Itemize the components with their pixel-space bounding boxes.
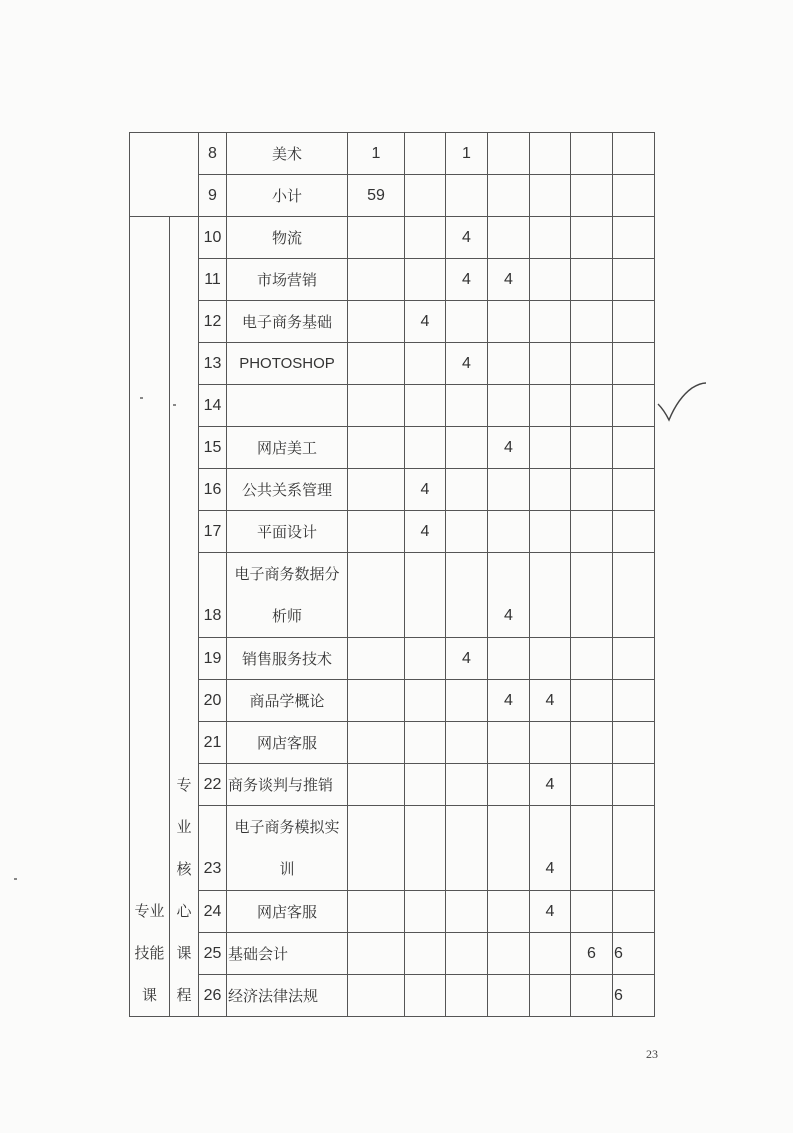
course-name: 电子商务基础 <box>227 301 348 343</box>
course-name: 销售服务技术 <box>227 638 348 680</box>
table-row <box>130 301 655 343</box>
hours-cell <box>571 259 613 301</box>
hours-cell <box>405 891 446 933</box>
course-name: 平面设计 <box>227 511 348 553</box>
hours-cell: 4 <box>446 343 488 385</box>
hours-cell <box>488 385 530 427</box>
table-row <box>130 343 655 385</box>
table-row <box>130 217 655 259</box>
row-number: 24 <box>199 891 227 933</box>
group-b-char: 专 <box>176 776 192 794</box>
hours-cell <box>571 638 613 680</box>
course-name: 商品学概论 <box>227 680 348 722</box>
hours-cell <box>571 385 613 427</box>
hours-cell: 1 <box>348 133 405 175</box>
hours-cell <box>613 764 655 806</box>
hours-cell <box>405 933 446 975</box>
course-name: PHOTOSHOP <box>227 343 348 385</box>
course-name-line: 训 <box>279 860 295 878</box>
hours-cell <box>613 638 655 680</box>
hours-cell <box>488 764 530 806</box>
course-name: 经济法律法规 <box>227 975 348 1017</box>
row-number: 22 <box>199 764 227 806</box>
hours-cell <box>571 469 613 511</box>
hours-cell <box>530 133 571 175</box>
hours-cell <box>405 975 446 1017</box>
hours-cell <box>488 133 530 175</box>
table-row <box>130 933 655 975</box>
hours-cell <box>488 933 530 975</box>
hours-cell <box>348 301 405 343</box>
table-row <box>130 427 655 469</box>
hours-cell: 6 <box>613 933 655 975</box>
scan-speck <box>14 878 17 880</box>
hours-cell: 4 <box>530 680 571 722</box>
course-name: 网店美工 <box>227 427 348 469</box>
hours-cell <box>405 722 446 764</box>
course-name <box>227 553 348 638</box>
table-row <box>130 638 655 680</box>
hours-cell <box>488 806 530 891</box>
hours-cell: 4 <box>405 469 446 511</box>
hours-cell <box>530 638 571 680</box>
course-name: 商务谈判与推销 <box>227 764 348 806</box>
course-schedule-table <box>129 132 655 1017</box>
row-number: 13 <box>199 343 227 385</box>
hours-cell <box>405 259 446 301</box>
row-number: 15 <box>199 427 227 469</box>
group-b-label <box>170 217 199 1017</box>
hours-cell <box>405 553 446 638</box>
table-row <box>130 764 655 806</box>
hours-cell <box>405 638 446 680</box>
hours-cell: 4 <box>446 217 488 259</box>
hours-cell <box>446 975 488 1017</box>
hours-cell <box>530 259 571 301</box>
hours-cell <box>405 806 446 891</box>
page-number: 23 <box>646 1047 658 1061</box>
hours-cell <box>446 301 488 343</box>
hours-cell <box>348 806 405 891</box>
table-row <box>130 385 655 427</box>
course-name: 公共关系管理 <box>227 469 348 511</box>
hours-cell <box>530 385 571 427</box>
hours-cell <box>613 427 655 469</box>
course-name-line: 电子商务模拟实 <box>234 818 340 836</box>
course-name-line: 析师 <box>271 607 302 625</box>
hours-cell <box>488 175 530 217</box>
course-name: 网店客服 <box>227 722 348 764</box>
hours-cell: 4 <box>446 259 488 301</box>
hours-cell <box>446 511 488 553</box>
table-row <box>130 553 655 638</box>
row-number: 23 <box>199 806 227 891</box>
group-b-char: 业 <box>176 818 192 836</box>
hours-cell <box>613 259 655 301</box>
hours-cell <box>348 722 405 764</box>
empty-group-cell <box>130 133 199 217</box>
hours-cell <box>613 133 655 175</box>
hours-cell: 4 <box>530 891 571 933</box>
hours-cell <box>613 385 655 427</box>
hours-cell <box>571 301 613 343</box>
table-row <box>130 469 655 511</box>
hours-cell <box>348 680 405 722</box>
hours-cell <box>488 343 530 385</box>
hours-cell <box>613 553 655 638</box>
hours-cell <box>405 385 446 427</box>
hours-cell <box>613 680 655 722</box>
row-number: 16 <box>199 469 227 511</box>
hours-cell <box>405 764 446 806</box>
group-a-line: 技能 <box>134 944 165 962</box>
row-number: 17 <box>199 511 227 553</box>
hours-cell <box>446 764 488 806</box>
hours-cell <box>571 175 613 217</box>
hours-cell <box>530 975 571 1017</box>
hours-cell <box>530 175 571 217</box>
hours-cell <box>446 385 488 427</box>
course-name: 市场营销 <box>227 259 348 301</box>
hours-cell <box>530 343 571 385</box>
hours-cell <box>613 722 655 764</box>
hours-cell <box>530 469 571 511</box>
hours-cell <box>613 891 655 933</box>
hours-cell <box>571 133 613 175</box>
group-a-label <box>130 217 170 1017</box>
hours-cell <box>571 343 613 385</box>
hours-cell <box>446 933 488 975</box>
hours-cell: 4 <box>488 680 530 722</box>
scan-speck <box>140 397 143 399</box>
hours-cell <box>571 217 613 259</box>
hours-cell: 4 <box>530 806 571 891</box>
hours-cell <box>530 933 571 975</box>
hours-cell <box>571 553 613 638</box>
table-row <box>130 806 655 891</box>
table-row <box>130 259 655 301</box>
row-number: 9 <box>199 175 227 217</box>
hours-cell <box>613 511 655 553</box>
hours-cell <box>488 301 530 343</box>
table-row <box>130 133 655 175</box>
hours-cell <box>446 891 488 933</box>
hours-cell <box>405 343 446 385</box>
course-name: 物流 <box>227 217 348 259</box>
hours-cell: 59 <box>348 175 405 217</box>
row-number: 21 <box>199 722 227 764</box>
hours-cell <box>530 553 571 638</box>
hours-cell <box>348 217 405 259</box>
hours-cell: 4 <box>405 511 446 553</box>
table-row <box>130 722 655 764</box>
hours-cell: 4 <box>488 553 530 638</box>
row-number: 14 <box>199 385 227 427</box>
hours-cell <box>530 511 571 553</box>
row-number: 20 <box>199 680 227 722</box>
hours-cell <box>348 638 405 680</box>
hours-cell <box>488 891 530 933</box>
course-name: 基础会计 <box>227 933 348 975</box>
hours-cell <box>488 469 530 511</box>
hours-cell <box>405 217 446 259</box>
hours-cell <box>613 343 655 385</box>
hours-cell <box>530 217 571 259</box>
hours-cell <box>446 722 488 764</box>
check-mark-icon <box>656 380 708 424</box>
hours-cell <box>530 722 571 764</box>
row-number: 19 <box>199 638 227 680</box>
hours-cell <box>405 680 446 722</box>
hours-cell <box>571 427 613 469</box>
hours-cell <box>446 806 488 891</box>
hours-cell <box>571 891 613 933</box>
group-b-char: 核 <box>176 860 192 878</box>
hours-cell <box>405 133 446 175</box>
hours-cell <box>571 680 613 722</box>
table-row <box>130 175 655 217</box>
hours-cell <box>446 680 488 722</box>
hours-cell <box>613 217 655 259</box>
hours-cell <box>446 175 488 217</box>
hours-cell <box>405 427 446 469</box>
hours-cell <box>348 511 405 553</box>
hours-cell <box>348 764 405 806</box>
group-a-line: 课 <box>141 986 157 1004</box>
hours-cell <box>348 385 405 427</box>
hours-cell <box>488 638 530 680</box>
hours-cell <box>613 806 655 891</box>
hours-cell <box>571 722 613 764</box>
group-b-char: 心 <box>176 902 192 920</box>
hours-cell <box>348 427 405 469</box>
hours-cell <box>348 933 405 975</box>
hours-cell <box>571 511 613 553</box>
hours-cell <box>446 553 488 638</box>
hours-cell: 4 <box>488 259 530 301</box>
hours-cell: 6 <box>613 975 655 1017</box>
row-number: 18 <box>199 553 227 638</box>
row-number: 26 <box>199 975 227 1017</box>
hours-cell <box>348 891 405 933</box>
hours-cell <box>613 175 655 217</box>
table-row <box>130 680 655 722</box>
hours-cell <box>446 469 488 511</box>
hours-cell <box>613 469 655 511</box>
course-name: 小计 <box>227 175 348 217</box>
hours-cell: 4 <box>405 301 446 343</box>
hours-cell <box>348 343 405 385</box>
hours-cell: 4 <box>488 427 530 469</box>
hours-cell <box>571 806 613 891</box>
hours-cell <box>530 427 571 469</box>
course-name: 网店客服 <box>227 891 348 933</box>
hours-cell <box>348 259 405 301</box>
hours-cell <box>348 975 405 1017</box>
hours-cell <box>613 301 655 343</box>
hours-cell <box>488 975 530 1017</box>
course-name-line: 电子商务数据分 <box>234 565 340 583</box>
course-name <box>227 806 348 891</box>
course-name: 美术 <box>227 133 348 175</box>
hours-cell <box>446 427 488 469</box>
hours-cell: 6 <box>571 933 613 975</box>
group-a-line: 专业 <box>134 902 165 920</box>
group-b-char: 程 <box>176 986 192 1004</box>
hours-cell <box>348 469 405 511</box>
row-number: 11 <box>199 259 227 301</box>
hours-cell <box>348 553 405 638</box>
row-number: 25 <box>199 933 227 975</box>
hours-cell: 4 <box>446 638 488 680</box>
scan-speck <box>173 404 176 406</box>
table-row <box>130 891 655 933</box>
row-number: 8 <box>199 133 227 175</box>
hours-cell <box>405 175 446 217</box>
hours-cell: 4 <box>530 764 571 806</box>
table-row <box>130 511 655 553</box>
course-name <box>227 385 348 427</box>
row-number: 10 <box>199 217 227 259</box>
row-number: 12 <box>199 301 227 343</box>
group-b-char: 课 <box>176 944 192 962</box>
hours-cell: 1 <box>446 133 488 175</box>
hours-cell <box>571 975 613 1017</box>
table-row <box>130 975 655 1017</box>
hours-cell <box>530 301 571 343</box>
hours-cell <box>488 511 530 553</box>
hours-cell <box>488 722 530 764</box>
hours-cell <box>488 217 530 259</box>
hours-cell <box>571 764 613 806</box>
